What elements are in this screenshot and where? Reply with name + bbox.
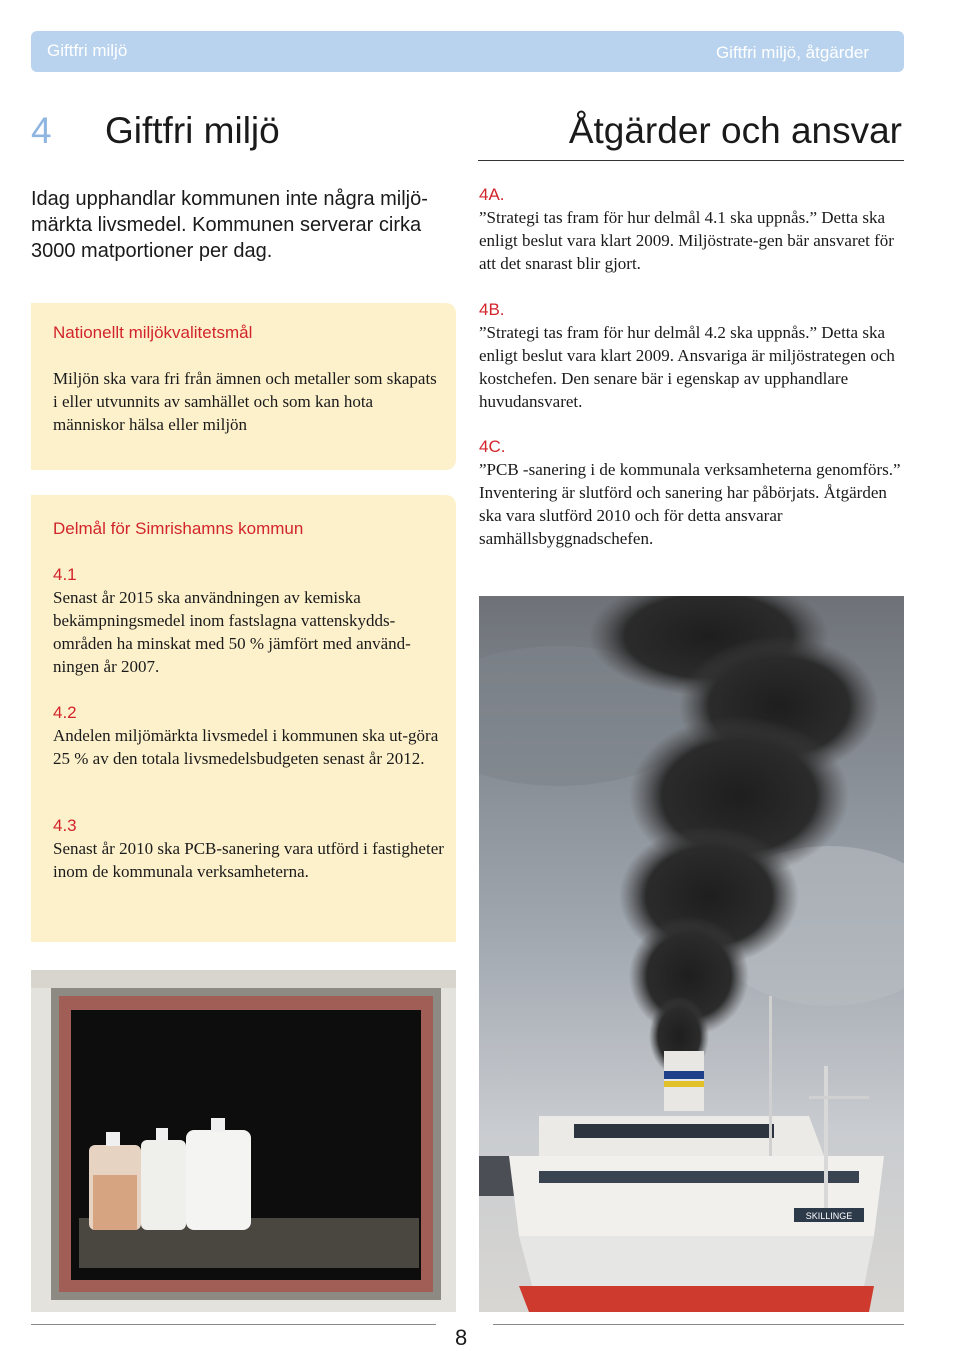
action-item	[479, 436, 904, 550]
goal-number: 4.1	[53, 565, 77, 584]
window-bottles-photo	[31, 970, 456, 1312]
national-goal-heading: Nationellt miljökvalitetsmål	[53, 323, 253, 342]
national-goal-text: Miljön ska vara fri från ämnen och metaller som skapats i eller utvunnits av samhället och som kan hota människor hälsa eller miljön	[53, 369, 437, 434]
footer-rule-left	[31, 1324, 436, 1325]
ship-smoke-photo	[479, 596, 904, 1312]
national-goal-box	[31, 303, 456, 470]
action-text: ”PCB -sanering i de kommunala verksamheterna genomförs.” Inventering är slutförd och sanering har påbörjats. Åtgärden ska vara slutförd 2010 och för detta ansvarar samhällsbyggnadschefen.	[479, 460, 901, 548]
local-goals-heading: Delmål för Simrishamns kommun	[53, 519, 304, 538]
window-bottles-illustration	[31, 970, 456, 1312]
local-goals-box	[31, 495, 456, 942]
ship-name-label: SKILLINGE	[805, 1211, 853, 1221]
goal-number: 4.2	[53, 703, 77, 722]
action-item	[479, 299, 904, 413]
footer-rule-right	[493, 1324, 904, 1325]
page-number: 8	[455, 1325, 468, 1350]
ship-smoke-illustration	[479, 596, 904, 1312]
chapter-number: 4	[31, 110, 52, 151]
goal-number: 4.3	[53, 816, 77, 835]
goal-text: Senast år 2015 ska användningen av kemiska bekämpningsmedel inom fastslagna vattenskydds-områden ha minskat med 50 % jämfört med använd-ningen år 2007.	[53, 588, 411, 676]
section-title: Åtgärder och ansvar	[568, 110, 902, 151]
header-left-title: Giftfri miljö	[47, 41, 128, 60]
action-code: 4B.	[479, 300, 505, 319]
action-item	[479, 184, 904, 275]
goal-text: Andelen miljömärkta livsmedel i kommunen ska ut-göra 25 % av den totala livsmedelsbudgeten senast år 2012.	[53, 726, 439, 768]
goal-item	[53, 564, 448, 678]
chapter-title: Giftfri miljö	[105, 110, 280, 151]
header-right-title: Giftfri miljö, åtgärder	[715, 43, 869, 62]
goal-item	[53, 702, 448, 770]
header-bar	[31, 31, 904, 72]
action-text: ”Strategi tas fram för hur delmål 4.2 ska uppnås.” Detta ska enligt beslut vara klart 2009. Ansvariga är miljöstrategen och kostchefen. Den senare bär i egenskap av upphandlare huvudansvaret.	[479, 323, 895, 411]
action-text: ”Strategi tas fram för hur delmål 4.1 ska uppnås.” Detta ska enligt beslut vara klart 2009. Miljöstrate-gen bär ansvaret för att det snarast blir gjort.	[479, 208, 894, 273]
goal-item	[53, 815, 448, 883]
action-code: 4A.	[479, 185, 505, 204]
section-divider	[478, 160, 904, 161]
action-code: 4C.	[479, 437, 506, 456]
goal-text: Senast år 2010 ska PCB-sanering vara utförd i fastigheter inom de kommunala verksamheterna.	[53, 839, 444, 881]
intro-paragraph: Idag upphandlar kommunen inte några miljö-märkta livsmedel. Kommunen serverar cirka 3000 matportioner per dag.	[31, 188, 428, 262]
